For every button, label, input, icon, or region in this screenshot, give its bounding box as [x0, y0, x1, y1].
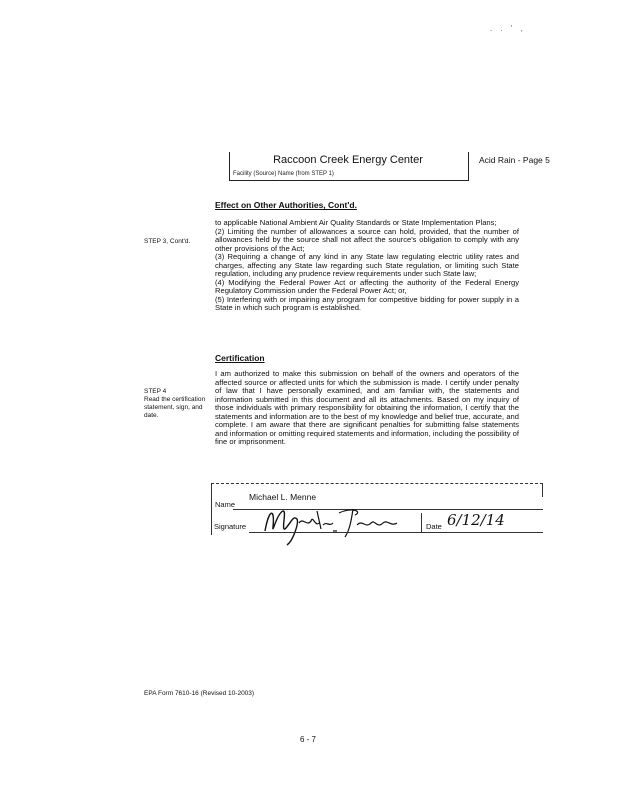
facility-name-box [229, 152, 469, 181]
signature-block-border [542, 483, 543, 497]
effect-item: (4) Modifying the Federal Power Act or affecting the authority of the Federal Energy Regulatory Commission under the Federal Power Act; or, [215, 277, 519, 295]
date-label: Date [426, 522, 442, 531]
step4-margin-note: STEP 4 Read the certification statement, sign, and date. [144, 388, 206, 419]
effect-heading: Effect on Other Authorities, Cont'd. [215, 200, 357, 210]
facility-name: Raccoon Creek Energy Center [273, 154, 423, 166]
page-header-title: Acid Rain - Page 5 [479, 155, 550, 165]
effect-item: to applicable National Ambient Air Quality Standards or State Implementation Plans; [215, 218, 497, 227]
signature-block-border [211, 483, 212, 535]
name-label: Name [215, 500, 236, 509]
step3-margin-note: STEP 3, Cont'd. [144, 238, 191, 245]
effect-list [215, 219, 519, 313]
signature-block [211, 483, 543, 535]
effect-item: (5) Interfering with or impairing any program for competitive bidding for power supply in a State in which such program is established. [215, 294, 519, 312]
certification-text: I am authorized to make this submission on behalf of the owners and operators of the affected source or affected units for which the submission is made. I certify under penalty of law that I have personally examined, and am familiar with, the statements and information submitted in this document and all its attachments. Based on my inquiry of those individuals with primary responsibility for obtaining the information, I certify that the statements and information are to the best of my knowledge and belief true, accurate, and complete. I am aware that there are significant penalties for submitting false statements and information or omitting required statements and information, including the possibility of fine or imprisonment. [215, 369, 519, 446]
signature-block-border [211, 483, 543, 484]
page-number: 6 - 7 [300, 735, 317, 744]
effect-item: (3) Requiring a change of any kind in any State law regulating electric utility rates and charges, affecting any State law regarding such State regulation, or limiting such State regulation, including any prudence review requirements under such State law; [215, 252, 519, 278]
form-identifier: EPA Form 7610-16 (Revised 10-2003) [144, 690, 255, 697]
signature-label: Signature [214, 522, 247, 531]
facility-name-label: Facility (Source) Name (from STEP 1) [233, 171, 334, 177]
handwritten-signature [259, 501, 409, 547]
date-value: 6/12/14 [447, 511, 505, 529]
certification-heading: Certification [215, 353, 265, 363]
scan-noise: . . ' , [490, 24, 526, 33]
date-divider [421, 513, 422, 533]
signer-name: Michael L. Menne [249, 492, 317, 502]
effect-item: (2) Limiting the number of allowances a source can hold, provided, that the number of allowances held by the source shall not affect the source's obligation to comply with any other provisions of the Act; [215, 226, 519, 253]
signature-line [249, 532, 543, 533]
